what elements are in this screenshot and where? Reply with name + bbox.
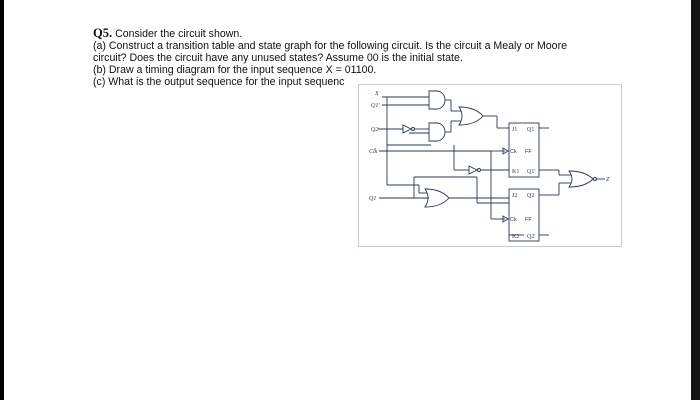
label-clk: Clk [369, 149, 378, 155]
label-q2: Q2 [371, 127, 379, 133]
ff1-q-label: Q1 [527, 127, 535, 133]
ff1-name: FF [525, 149, 532, 155]
question-intro: Consider the circuit shown. [115, 28, 243, 40]
label-z: Z [606, 177, 610, 183]
window-edge [691, 0, 700, 400]
question-text [93, 27, 653, 88]
ff2-name: FF [525, 217, 532, 223]
ff2-qbar-label: Q2' [527, 234, 536, 240]
ff2-q-label: Q2 [527, 193, 535, 199]
ff1-clock-label: Ck [510, 149, 517, 155]
part-c: (c) What is the output sequence for the input sequenc [93, 76, 345, 89]
ff2-k-label: K2 [512, 234, 520, 240]
part-a-line-1: (a) Construct a transition table and state graph for the following circuit. Is the circuit a Mealy or Moore [93, 40, 567, 53]
label-q1: Q1 [369, 196, 377, 202]
circuit-diagram [358, 84, 622, 247]
ff1-qbar-label: Q1' [527, 169, 536, 175]
document-page [4, 0, 691, 400]
circuit-svg [359, 85, 621, 246]
part-b: (b) Draw a timing diagram for the input sequence X = 01100. [93, 64, 377, 77]
question-number: Q5. [93, 26, 113, 40]
ff1-k-label: K1 [512, 169, 520, 175]
label-q1-bar: Q1' [371, 103, 380, 109]
part-a-line-2: circuit? Does the circuit have any unused states? Assume 00 is the initial state. [93, 52, 463, 65]
ff2-clock-label: Ck [510, 217, 517, 223]
question-header [93, 27, 653, 40]
ff2-j-label: J2 [512, 193, 518, 199]
ff1-j-label: J1 [512, 127, 518, 133]
label-x: X [375, 91, 379, 97]
